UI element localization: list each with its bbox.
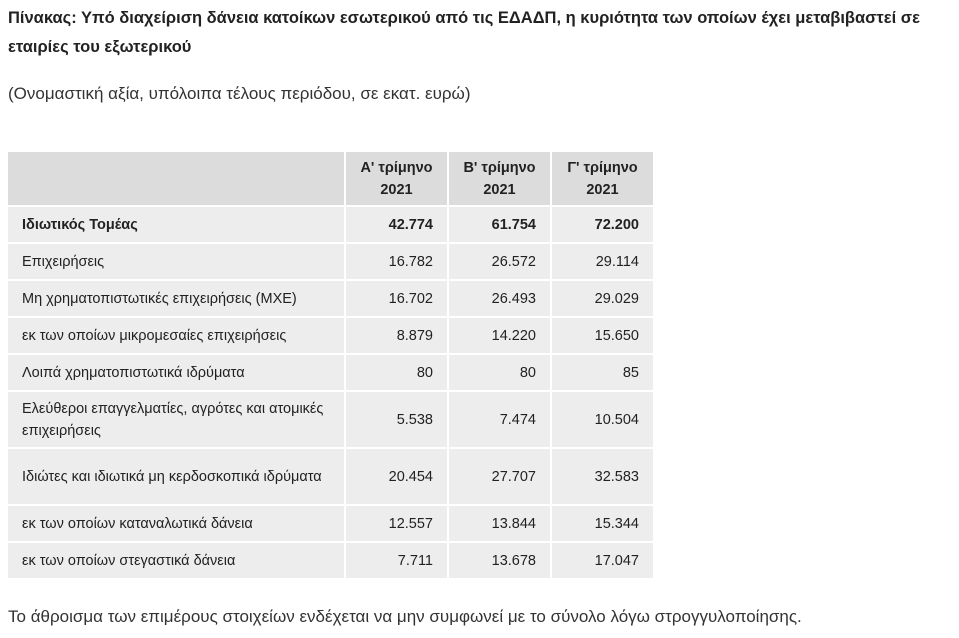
header-q1: Α' τρίμηνο 2021 bbox=[346, 152, 447, 205]
row-value-q1: 16.782 bbox=[346, 244, 447, 279]
table-title: Πίνακας: Υπό διαχείριση δάνεια κατοίκων εσωτερικού από τις ΕΔΑΔΠ, η κυριότητα των οποίων έχει μεταβιβαστεί σε εταιρίες του εξωτερικού bbox=[8, 9, 920, 56]
row-value-q3: 85 bbox=[552, 355, 653, 390]
row-value-q1: 20.454 bbox=[346, 449, 447, 504]
row-label: Επιχειρήσεις bbox=[8, 244, 344, 279]
row-value-q3: 17.047 bbox=[552, 543, 653, 578]
row-label: εκ των οποίων καταναλωτικά δάνεια bbox=[8, 506, 344, 541]
row-value-q3: 29.114 bbox=[552, 244, 653, 279]
row-value-q2: 13.678 bbox=[449, 543, 550, 578]
row-label: Ιδιώτες και ιδιωτικά μη κερδοσκοπικά ιδρύματα bbox=[8, 449, 344, 504]
row-value-q3: 15.650 bbox=[552, 318, 653, 353]
table-subtitle: (Ονομαστική αξία, υπόλοιπα τέλους περιόδου, σε εκατ. ευρώ) bbox=[8, 84, 471, 103]
table-row bbox=[8, 281, 653, 316]
table-header-row bbox=[8, 152, 653, 205]
row-value-q1: 7.711 bbox=[346, 543, 447, 578]
row-value-q2: 13.844 bbox=[449, 506, 550, 541]
row-value-q3: 72.200 bbox=[552, 207, 653, 242]
row-value-q3: 32.583 bbox=[552, 449, 653, 504]
header-q3: Γ' τρίμηνο 2021 bbox=[552, 152, 653, 205]
header-q2: Β' τρίμηνο 2021 bbox=[449, 152, 550, 205]
row-value-q3: 29.029 bbox=[552, 281, 653, 316]
table-row bbox=[8, 355, 653, 390]
row-value-q1: 80 bbox=[346, 355, 447, 390]
row-label: Λοιπά χρηματοπιστωτικά ιδρύματα bbox=[8, 355, 344, 390]
row-value-q1: 16.702 bbox=[346, 281, 447, 316]
row-value-q2: 80 bbox=[449, 355, 550, 390]
row-value-q1: 8.879 bbox=[346, 318, 447, 353]
table-row bbox=[8, 506, 653, 541]
row-value-q1: 5.538 bbox=[346, 392, 447, 447]
row-label: εκ των οποίων μικρομεσαίες επιχειρήσεις bbox=[8, 318, 344, 353]
row-label: Ιδιωτικός Τομέας bbox=[8, 207, 344, 242]
row-value-q1: 12.557 bbox=[346, 506, 447, 541]
row-value-q3: 10.504 bbox=[552, 392, 653, 447]
table-row bbox=[8, 244, 653, 279]
table-row bbox=[8, 543, 653, 578]
row-value-q1: 42.774 bbox=[346, 207, 447, 242]
row-value-q2: 26.493 bbox=[449, 281, 550, 316]
row-value-q2: 7.474 bbox=[449, 392, 550, 447]
row-value-q2: 26.572 bbox=[449, 244, 550, 279]
table-row bbox=[8, 449, 653, 504]
row-label: εκ των οποίων στεγαστικά δάνεια bbox=[8, 543, 344, 578]
table-row bbox=[8, 318, 653, 353]
row-value-q2: 27.707 bbox=[449, 449, 550, 504]
table-row bbox=[8, 207, 653, 242]
footnote: Το άθροισμα των επιμέρους στοιχείων ενδέχεται να μην συμφωνεί με το σύνολο λόγω στρογγυλοποίησης. bbox=[8, 607, 802, 626]
row-value-q3: 15.344 bbox=[552, 506, 653, 541]
table-row bbox=[8, 392, 653, 447]
header-corner bbox=[8, 152, 344, 205]
row-value-q2: 14.220 bbox=[449, 318, 550, 353]
loans-table bbox=[6, 150, 655, 580]
row-label: Ελεύθεροι επαγγελματίες, αγρότες και ατομικές επιχειρήσεις bbox=[8, 392, 344, 447]
row-value-q2: 61.754 bbox=[449, 207, 550, 242]
row-label: Μη χρηματοπιστωτικές επιχειρήσεις (ΜΧΕ) bbox=[8, 281, 344, 316]
